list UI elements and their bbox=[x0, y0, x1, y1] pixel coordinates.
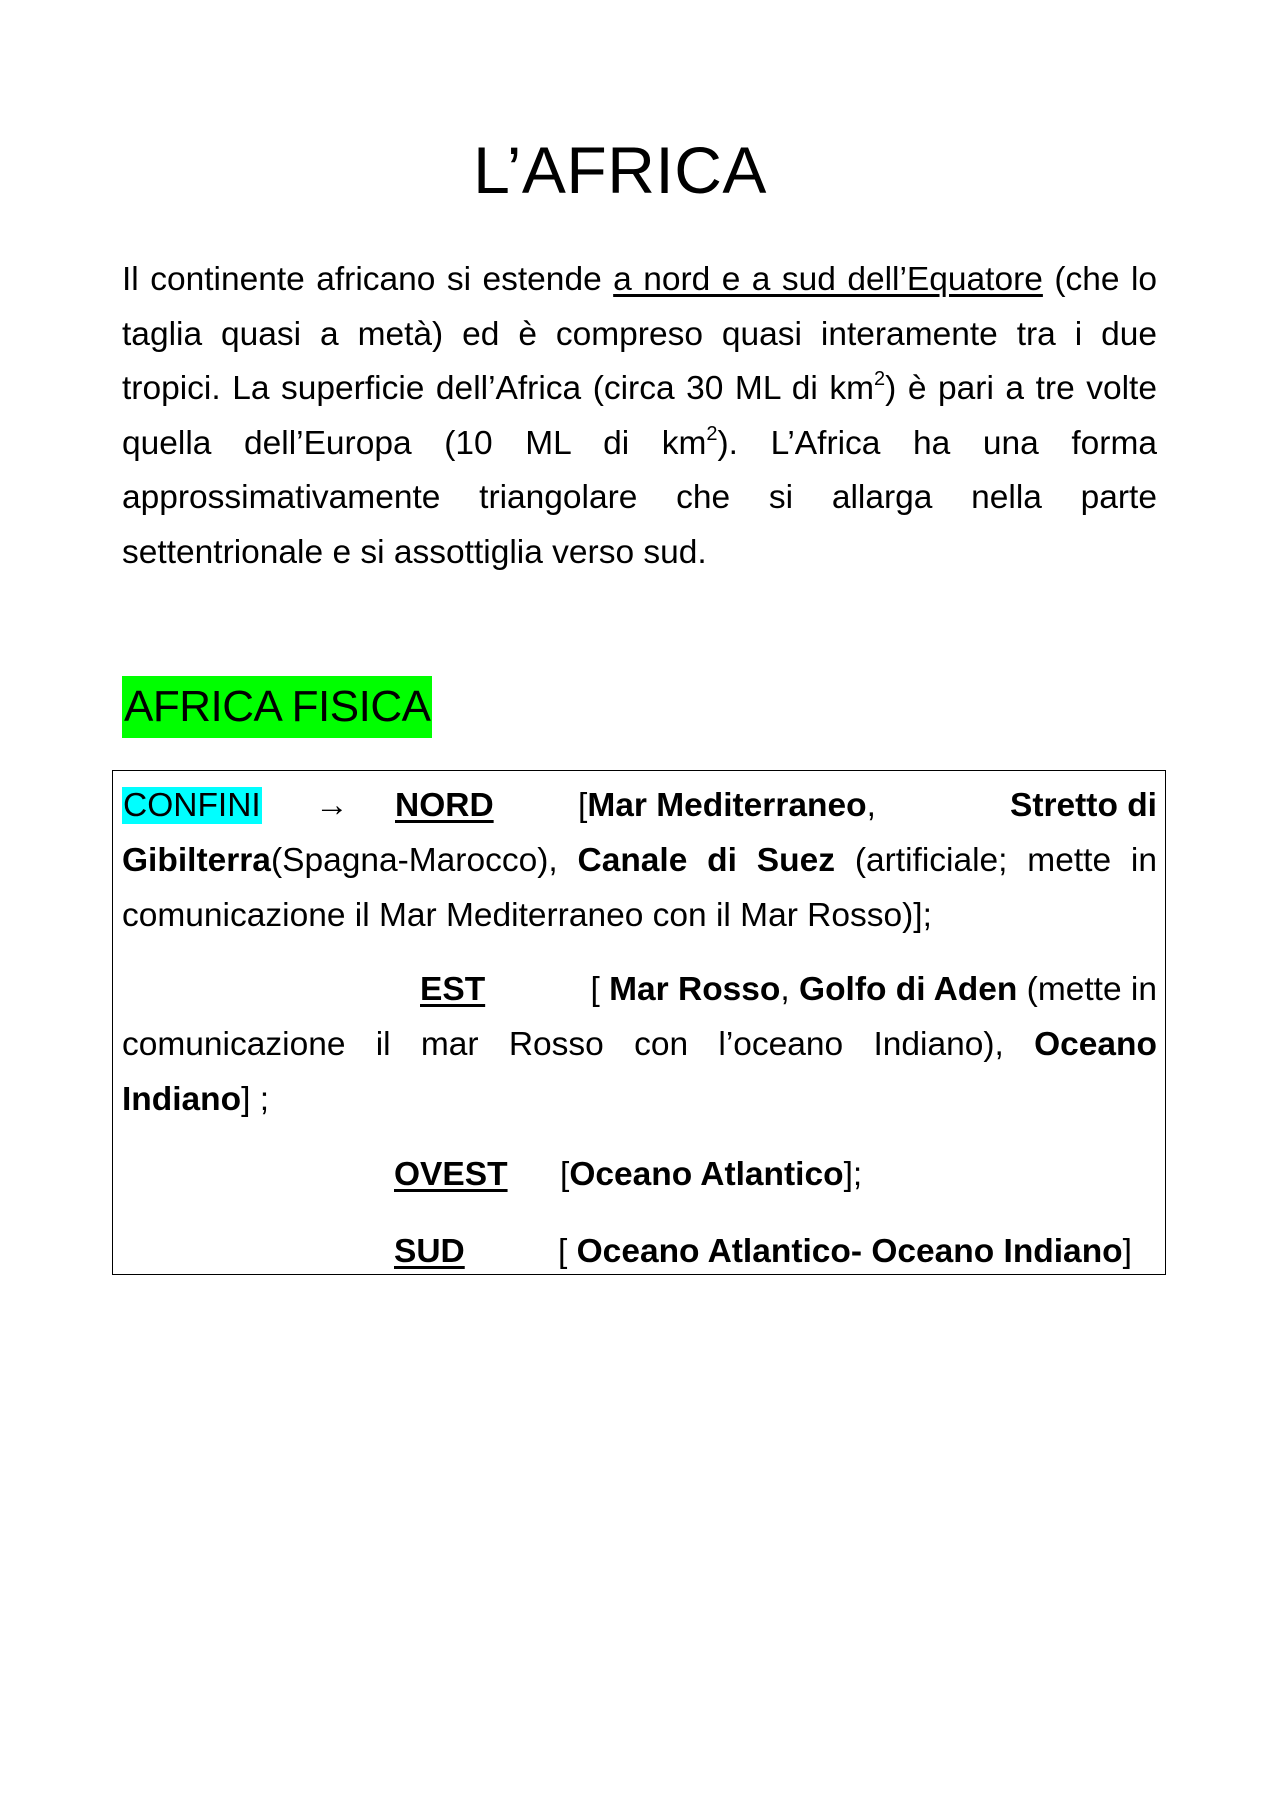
nord-text: (artificiale; mette in comunicazione il Mar Mediterraneo con il Mar Rosso)]; bbox=[122, 842, 1157, 934]
nord-paragraph bbox=[122, 834, 1157, 943]
est-bold-word: Oceano bbox=[1034, 1026, 1157, 1063]
intro-text: Il continente africano si estende bbox=[122, 261, 614, 298]
direction-nord: NORD bbox=[395, 787, 494, 824]
direction-est-wrap bbox=[420, 963, 485, 1018]
confini-label: CONFINI bbox=[123, 787, 261, 824]
intro-underlined-text: a nord e a sud dell’Equatore bbox=[613, 261, 1043, 298]
ovest-line: [Oceano Atlantico]; bbox=[560, 1156, 863, 1193]
intro-text: (che lo taglia quasi a metà) ed è compreso quasi interamente tra i due tropici. La superficie dell’Africa (circa 30 ML di km bbox=[122, 261, 1158, 407]
confini-label-wrap bbox=[122, 779, 262, 834]
nord-bold-segment: Gibilterra bbox=[122, 842, 271, 879]
nord-bold-segment: Stretto di bbox=[1009, 787, 1157, 824]
direction-sud: SUD bbox=[394, 1233, 465, 1270]
superscript: 2 bbox=[874, 368, 886, 390]
direction-nord-wrap bbox=[395, 779, 494, 834]
intro-text: ) è pari a tre volte quella dell’Europa (10 ML di km bbox=[122, 370, 1157, 462]
nord-text: (Spagna-Marocco), bbox=[270, 842, 578, 879]
est-line-3: Indiano] ; bbox=[122, 1081, 270, 1118]
intro-paragraph bbox=[122, 253, 1157, 580]
nord-bold-segment: Canale di Suez bbox=[577, 842, 835, 879]
arrow-right-icon: → bbox=[315, 787, 349, 824]
direction-est: EST bbox=[420, 971, 486, 1008]
page-title: L’AFRICA bbox=[473, 133, 767, 207]
direction-ovest-wrap bbox=[394, 1148, 508, 1203]
est-word: mar bbox=[420, 1026, 479, 1063]
arrow-icon-wrap bbox=[315, 779, 349, 834]
nord-segment: [Mar Mediterraneo, bbox=[578, 787, 876, 824]
est-line-2 bbox=[122, 1018, 1157, 1073]
sud-line: [ Oceano Atlantico- Oceano Indiano] bbox=[558, 1233, 1132, 1270]
intro-text: ). L’Africa ha una forma approssimativamente triangolare che si allarga nella parte settentrionale e si assottiglia verso sud. bbox=[122, 424, 1157, 571]
est-word: con bbox=[634, 1026, 689, 1063]
section-heading-africa-fisica bbox=[122, 676, 432, 738]
est-word: Indiano), bbox=[873, 1026, 1004, 1063]
direction-ovest: OVEST bbox=[394, 1156, 508, 1193]
direction-sud-wrap bbox=[394, 1225, 465, 1280]
est-word: l’oceano bbox=[718, 1026, 844, 1063]
section-heading-text: AFRICA FISICA bbox=[124, 682, 431, 731]
nord-line-1 bbox=[578, 779, 1157, 834]
est-line-1: [ Mar Rosso, Golfo di Aden (mette in bbox=[590, 971, 1157, 1008]
est-word: Rosso bbox=[508, 1026, 604, 1063]
est-word: comunicazione bbox=[122, 1026, 346, 1063]
superscript: 2 bbox=[706, 422, 718, 445]
est-word: il bbox=[375, 1026, 391, 1063]
